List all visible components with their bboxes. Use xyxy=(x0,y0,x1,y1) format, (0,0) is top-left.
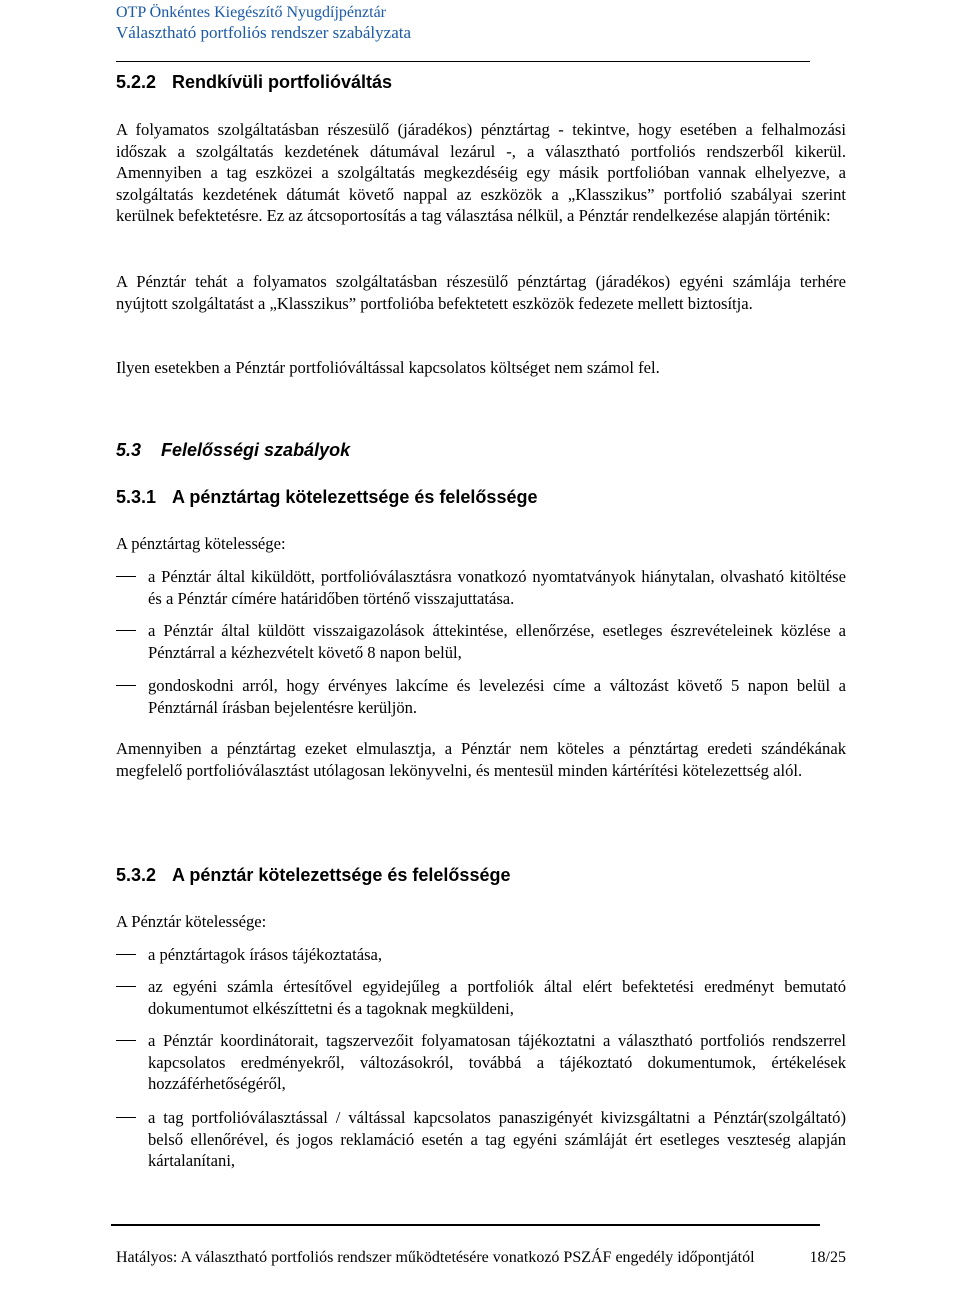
bullet-dash xyxy=(116,1117,136,1118)
heading-5-3-2 xyxy=(116,865,510,886)
paragraph: A folyamatos szolgáltatásban részesülő (járadékos) pénztártag - tekintve, hogy esetében a felhalmozási időszak a szolgáltatás kezdetének dátumával lezárul -, a választható portfoliós rendszerből kikerül. Amennyiben a tag eszközei a szolgáltatás megkezdéséig egy másik portfolióban vannak elhelyezve, a szolgáltatás kezdetének dátumát követő nappal az eszközök a „Klasszikus” portfolió szabályai szerint kerülnek befektetésre. Ez az átcsoportosítás a tag választása nélkül, a Pénztár rendelkezése alapján történik: xyxy=(116,120,846,225)
heading-5-2-2 xyxy=(116,72,392,93)
list-item: az egyéni számla értesítővel egyidejűleg a portfoliók által elért befektetési eredményt bemutató dokumentumot elkészíttetni és a tagoknak megküldeni, xyxy=(148,977,846,1018)
header-org: OTP Önkéntes Kiegészítő Nyugdíjpénztár xyxy=(116,4,387,21)
heading-number: 5.2.2 xyxy=(116,72,157,92)
page-number: 18/25 xyxy=(809,1249,846,1266)
list-item: gondoskodni arról, hogy érvényes lakcíme és levelezési címe a változást követő 5 napon belül a Pénztárnál írásban bejelentésre kerüljön. xyxy=(148,676,846,717)
heading-title: A pénztártag kötelezettsége és felelőssége xyxy=(172,487,538,507)
heading-number: 5.3.1 xyxy=(116,487,157,507)
list-item: a Pénztár által kiküldött, portfolióválasztásra vonatkozó nyomtatványok hiánytalan, olvasható kitöltése és a Pénztár címére határidőben történő visszajuttatása. xyxy=(148,567,846,608)
heading-title: Felelősségi szabályok xyxy=(161,440,351,460)
header-rule xyxy=(116,61,810,62)
bullet-dash xyxy=(116,954,136,955)
heading-title: A pénztár kötelezettsége és felelőssége xyxy=(172,865,511,885)
footer-text: Hatályos: A választható portfoliós rendszer működtetésére vonatkozó PSZÁF engedély időpontjától xyxy=(116,1249,755,1266)
heading-number: 5.3.2 xyxy=(116,865,157,885)
heading-5-3 xyxy=(116,440,350,461)
paragraph: Ilyen esetekben a Pénztár portfolióváltással kapcsolatos költséget nem számol fel. xyxy=(116,358,660,377)
list-item: a Pénztár koordinátorait, tagszervezőit folyamatosan tájékoztatni a választható portfoliós rendszerrel kapcsolatos eredményekről, változásokról, továbbá a tájékoztató dokumentumok, értékelések hozzáférhetőségéről, xyxy=(148,1031,846,1093)
footer xyxy=(116,1249,846,1267)
list-item: a pénztártagok írásos tájékoztatása, xyxy=(148,945,383,964)
heading-number: 5.3 xyxy=(116,440,142,460)
footer-rule xyxy=(111,1224,820,1226)
heading-5-3-1 xyxy=(116,487,537,508)
heading-title: Rendkívüli portfolióváltás xyxy=(172,72,393,92)
bullet-dash xyxy=(116,576,136,577)
bullet-dash xyxy=(116,986,136,987)
list-item: a tag portfolióválasztással / váltással kapcsolatos panaszigényét kivizsgáltatni a Pénztár(szolgáltató) belső ellenőrével, és jogos reklamáció esetén a tag egyéni számláját ért esetleges veszteség alapján kártalanítani, xyxy=(148,1108,846,1170)
section-intro: A Pénztár kötelessége: xyxy=(116,912,267,931)
bullet-dash xyxy=(116,630,136,631)
section-intro: A pénztártag kötelessége: xyxy=(116,534,286,553)
header-doc-title: Választható portfoliós rendszer szabályzata xyxy=(116,23,412,42)
bullet-dash xyxy=(116,1040,136,1041)
paragraph: Amennyiben a pénztártag ezeket elmulasztja, a Pénztár nem köteles a pénztártag eredeti szándékának megfelelő portfolióválasztást utólagosan lekönyvelni, és mentesül minden kártérítési kötelezettség alól. xyxy=(116,739,846,780)
paragraph: A Pénztár tehát a folyamatos szolgáltatásban részesülő pénztártag (járadékos) egyéni számlája terhére nyújtott szolgáltatást a „Klasszikus” portfolióba befektetett eszközök fedezete mellett biztosítja. xyxy=(116,272,846,313)
list-item: a Pénztár által küldött visszaigazolások áttekintése, ellenőrzése, esetleges észrevételeinek közlése a Pénztárral a kézhezvételt követő 8 napon belül, xyxy=(148,621,846,662)
bullet-dash xyxy=(116,685,136,686)
